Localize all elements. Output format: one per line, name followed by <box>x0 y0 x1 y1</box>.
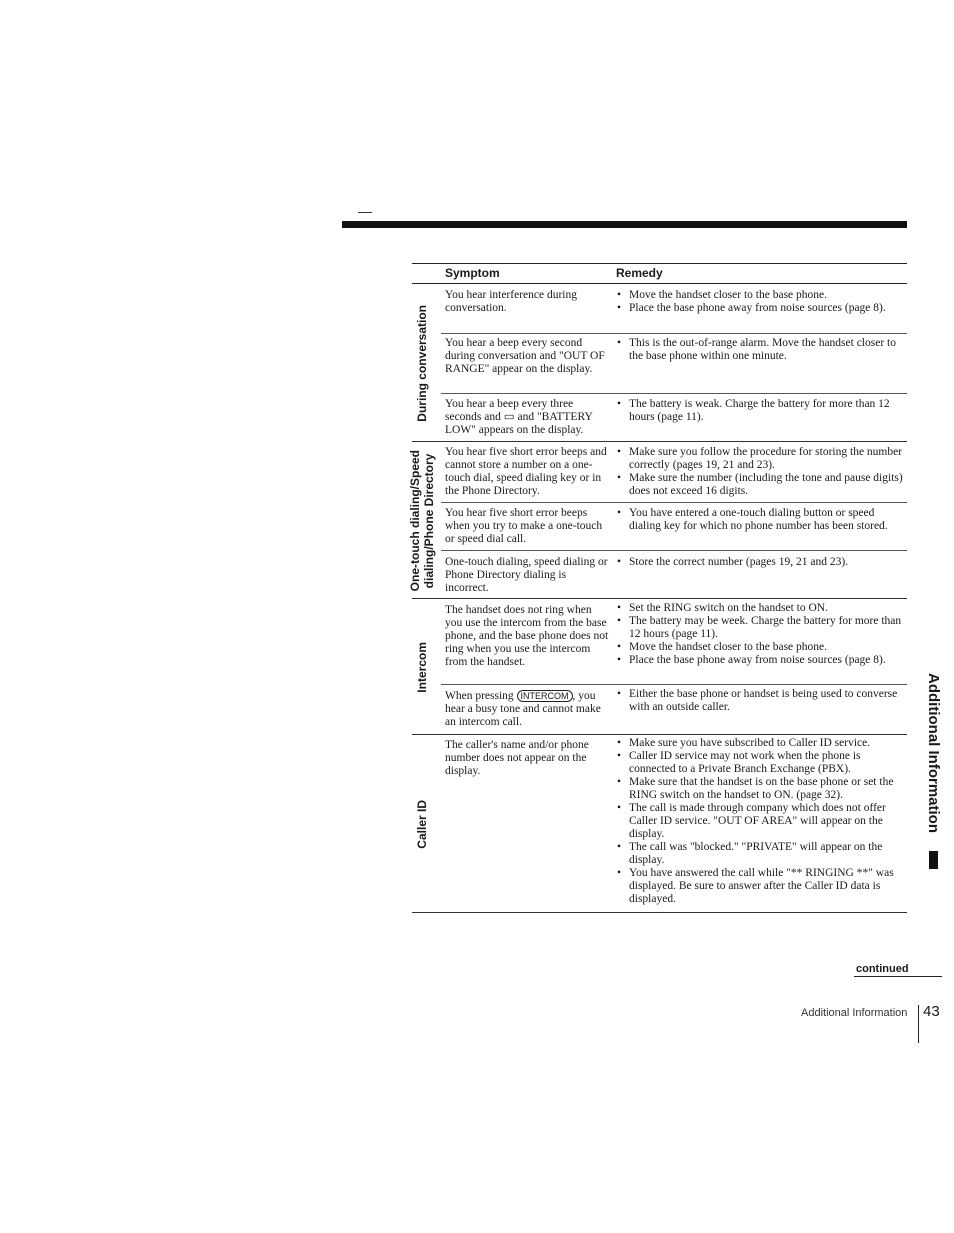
intercom-key-icon: INTERCOM <box>517 690 573 702</box>
remedy-item: • You have entered a one-touch dialing button or speed dialing key for which no phone number has been stored. <box>616 507 908 533</box>
remedy-item: • This is the out-of-range alarm. Move the handset closer to the base phone within one minute. <box>616 337 908 363</box>
symptom-text-prefix: When pressing <box>445 690 514 702</box>
remedy-list <box>616 737 908 906</box>
symptom-text: One-touch dialing, speed dialing or Phone Directory dialing is incorrect. <box>445 556 608 594</box>
remedy-list <box>616 507 908 533</box>
symptom-text: You hear a beep every second during conversation and "OUT OF RANGE" appear on the display. <box>445 337 605 375</box>
row-separator <box>441 502 907 503</box>
continued-rule <box>854 976 942 977</box>
remedy-item: • Caller ID service may not work when the phone is connected to a Private Branch Exchange (PBX). <box>616 750 908 776</box>
remedy-item: • Store the correct number (pages 19, 21 and 23). <box>616 556 908 569</box>
row-separator <box>441 333 907 334</box>
table-header-rule <box>412 283 907 284</box>
continued-label: continued <box>856 963 909 975</box>
symptom-text-suffix: , you hear a busy tone and cannot make an intercom call. <box>445 690 601 728</box>
remedy-item: • Make sure the number (including the tone and pause digits) does not exceed 16 digits. <box>616 472 908 498</box>
crop-mark <box>358 212 372 213</box>
remedy-item: • Either the base phone or handset is being used to converse with an outside caller. <box>616 688 908 714</box>
remedy-item: • Make sure you have subscribed to Caller ID service. <box>616 737 908 750</box>
table-bottom-rule <box>412 912 907 913</box>
side-tab-title: Additional Information <box>925 672 942 833</box>
section-label-one-touch-dialing: One-touch dialing/Speed dialing/Phone Directory <box>408 450 436 592</box>
remedy-item: • Make sure that the handset is on the base phone or set the RING switch on the handset to ON. (page 32). <box>616 776 908 802</box>
footer-section-title: Additional Information <box>801 1007 908 1019</box>
symptom-text <box>445 690 610 729</box>
symptom-text: The caller's name and/or phone number does not appear on the display. <box>445 739 589 777</box>
remedy-item: • Move the handset closer to the base phone. <box>616 289 908 302</box>
row-separator <box>441 550 907 551</box>
remedy-item: • Make sure you follow the procedure for storing the number correctly (pages 19, 21 and 23). <box>616 446 908 472</box>
side-tab <box>918 665 950 875</box>
section-label-caller-id: Caller ID <box>415 799 429 849</box>
symptom-column-header: Symptom <box>445 266 500 280</box>
symptom-text: You hear interference during conversation. <box>445 289 577 314</box>
symptom-text: You hear five short error beeps and cannot store a number on a one-touch dial, speed dialing key or in the Phone Directory. <box>445 446 607 497</box>
remedy-list <box>616 602 908 667</box>
footer-separator <box>918 1005 919 1043</box>
remedy-item: • The call was "blocked." "PRIVATE" will appear on the display. <box>616 841 908 867</box>
section-separator <box>412 441 907 442</box>
remedy-item: • The battery may be week. Charge the battery for more than 12 hours (page 11). <box>616 615 908 641</box>
remedy-item: • Place the base phone away from noise sources (page 8). <box>616 302 908 315</box>
remedy-item: • The call is made through company which does not offer Caller ID service. "OUT OF AREA" will appear on the display. <box>616 802 908 841</box>
remedy-item: • Set the RING switch on the handset to ON. <box>616 602 908 615</box>
remedy-item: • Move the handset closer to the base phone. <box>616 641 908 654</box>
row-separator <box>441 393 907 394</box>
row-separator <box>441 684 907 685</box>
table-top-rule <box>412 263 907 264</box>
remedy-item: • Place the base phone away from noise sources (page 8). <box>616 654 908 667</box>
section-separator <box>412 598 907 599</box>
remedy-list <box>616 556 908 569</box>
remedy-item: • The battery is weak. Charge the battery for more than 12 hours (page 11). <box>616 398 908 424</box>
remedy-list <box>616 289 908 315</box>
symptom-text: You hear a beep every three seconds and ▭ and "BATTERY LOW" appears on the display. <box>445 398 593 436</box>
section-label-intercom: Intercom <box>415 641 429 693</box>
remedy-list <box>616 446 908 498</box>
remedy-item: • You have answered the call while "** RINGING **" was displayed. Be sure to answer after the Caller ID data is displayed. <box>616 867 908 906</box>
remedy-list <box>616 688 908 714</box>
symptom-text: You hear five short error beeps when you try to make a one-touch or speed dial call. <box>445 507 603 545</box>
remedy-list <box>616 337 908 363</box>
section-label-during-conversation: During conversation <box>415 304 429 422</box>
symptom-text: The handset does not ring when you use the intercom from the base phone, and the base phone does not ring when you use the intercom from the handset. <box>445 604 609 668</box>
header-rule <box>342 221 907 228</box>
section-separator <box>412 734 907 735</box>
page-number: 43 <box>923 1003 940 1020</box>
remedy-column-header: Remedy <box>616 266 663 280</box>
remedy-list <box>616 398 908 424</box>
side-tab-marker <box>929 851 938 869</box>
